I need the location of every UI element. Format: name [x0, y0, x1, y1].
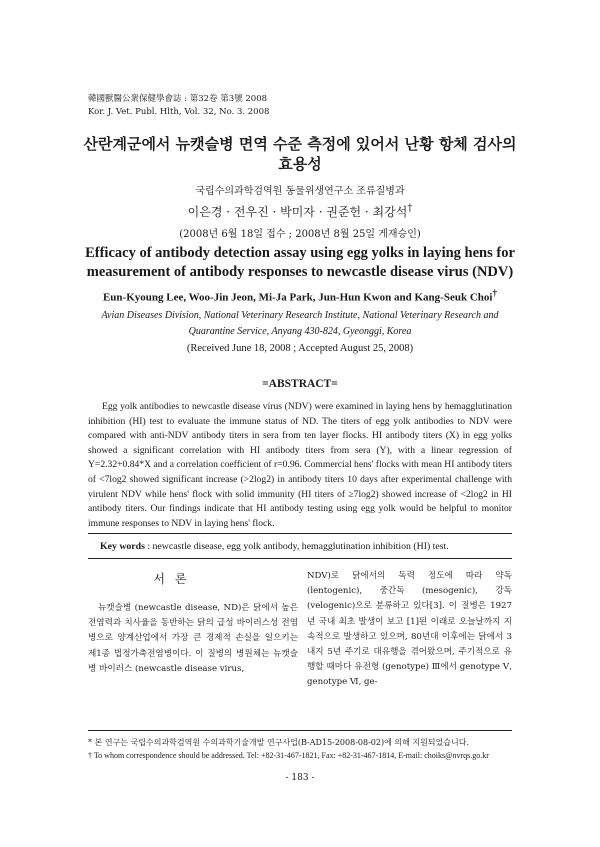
korean-authors [70, 203, 530, 220]
english-title-line2: measurement of antibody responses to newcastle disease virus (NDV) [86, 264, 514, 280]
footnote-rule [88, 730, 512, 731]
english-title [72, 244, 528, 282]
korean-author-list: 이은경 · 전우진 · 박미자 · 권준헌 · 최강석 [187, 205, 408, 219]
english-corr-mark: † [492, 288, 498, 298]
korean-title-line1: 산란계군에서 뉴캣슬병 면역 수준 측정에 있어서 난황 항체 검사의 [83, 135, 517, 153]
journal-header-english: Kor. J. Vet. Publ. Hlth, Vol. 32, No. 3. 2008 [88, 107, 270, 117]
english-author-list: Eun-Kyoung Lee, Woo-Jin Jeon, Mi-Ja Park, Jun-Hun Kwon and Kang-Seuk Choi [102, 291, 493, 304]
english-title-line1: Efficacy of antibody detection assay using egg yolks in laying hens for [85, 245, 515, 261]
keywords-bottom-rule [88, 558, 512, 559]
page-number: - 183 - [285, 773, 315, 783]
english-dates: (Received June 18, 2008 ; Accepted August 25, 2008) [186, 343, 414, 354]
keywords-text: : newcastle disease, egg yolk antibody, hemagglutination inhibition (HI) test. [144, 541, 449, 552]
keywords [100, 541, 449, 552]
journal-header-korean: 韓國獸醫公衆保健學會誌 : 第32卷 第3號 2008 [88, 94, 268, 104]
english-authors [70, 288, 530, 304]
intro-left-column: 뉴캣슬병 (newcastle disease, ND)은 닭에서 높은 전염력과 치사율을 동반하는 닭의 급성 바이러스성 전염병으로 양계산업에서 가장 큰 경제적 손실을 일으키는 제1종 법정가축전염병이다. 이 질병의 병원체는 뉴캣슬병 바이러스 (newcastle disease virus, [88, 603, 298, 674]
footnote-correspondence: † To whom correspondence should be addressed. Tel: +82-31-467-1821, Fax: +82-31-467-1814, E-mail: choiks@nvrqs.go.kr [88, 751, 489, 760]
abstract-heading: =ABSTRACT= [262, 378, 338, 390]
korean-title [70, 134, 530, 174]
journal-header [88, 93, 269, 119]
english-affiliation [82, 308, 518, 340]
intro-right-column: NDV)로 닭에서의 독력 정도에 따라 약독(lentogenic), 중간독 (mesogenic), 강독 (velogenic)으로 분류하고 있다[3]. 이 질병은 1927년 국내 최초 발생이 보고 [1]된 이래로 오늘날까지 지속적으로 발생하고 있으며, 80년대 이후에는 닭에서 3 내지 5년 주기로 대유행을 겪어왔으며, 주기적으로 유행할 때마다 유전형 (genotype) Ⅲ에서 genotype Ⅴ, genotype Ⅵ, ge- [307, 571, 512, 688]
keywords-top-rule [88, 533, 512, 534]
english-affiliation-line2: Quarantine Service, Anyang 430-824, Gyeonggi, Korea [188, 326, 412, 337]
korean-affiliation: 국립수의과학검역원 동물위생연구소 조류질병과 [195, 186, 405, 197]
abstract-text: Egg yolk antibodies to newcastle disease virus (NDV) were examined in laying hens by hemagglutination inhibition (HI) test to evaluate the immune status of ND. The titers of egg yolk antibodies to NDV were compared with anti-NDV antibody titers in sera from ten layer flocks. HI antibody titers (X) in egg yolks showed a significant correlation with HI antibody titers from sera (Y), with a linear regression of Y=2.32+0.84*X and a correlation coefficient of r=0.96. Commercial hens' flocks with mean HI antibody titers of <7log2 showed significant increase (>2log2) in antibody titers 10 days after experimental challenge with virulent NDV while hens' flock with solid immunity (HI titers of ≥7log2) showed increase of <2log2 in HI antibody titers. Our findings indicate that HI antibody testing using egg yolk would be helpful to monitor immune responses to NDV in laying hens' flock. [88, 401, 512, 529]
footnote-funding: * 본 연구는 국립수의과학검역원 수의과학기술개발 연구사업(B-AD15-2008-08-02)에 의해 지원되었습니다. [88, 738, 469, 747]
korean-corr-mark: † [407, 203, 413, 214]
keywords-label: Key words [100, 541, 145, 552]
korean-title-line2: 효용성 [278, 155, 322, 173]
english-affiliation-line1: Avian Diseases Division, National Veterinary Research Institute, National Veterinary Research and [101, 310, 499, 321]
korean-dates: (2008년 6월 18일 접수 ; 2008년 8월 25일 게재승인) [179, 229, 421, 240]
intro-heading: 서론 [153, 572, 197, 586]
